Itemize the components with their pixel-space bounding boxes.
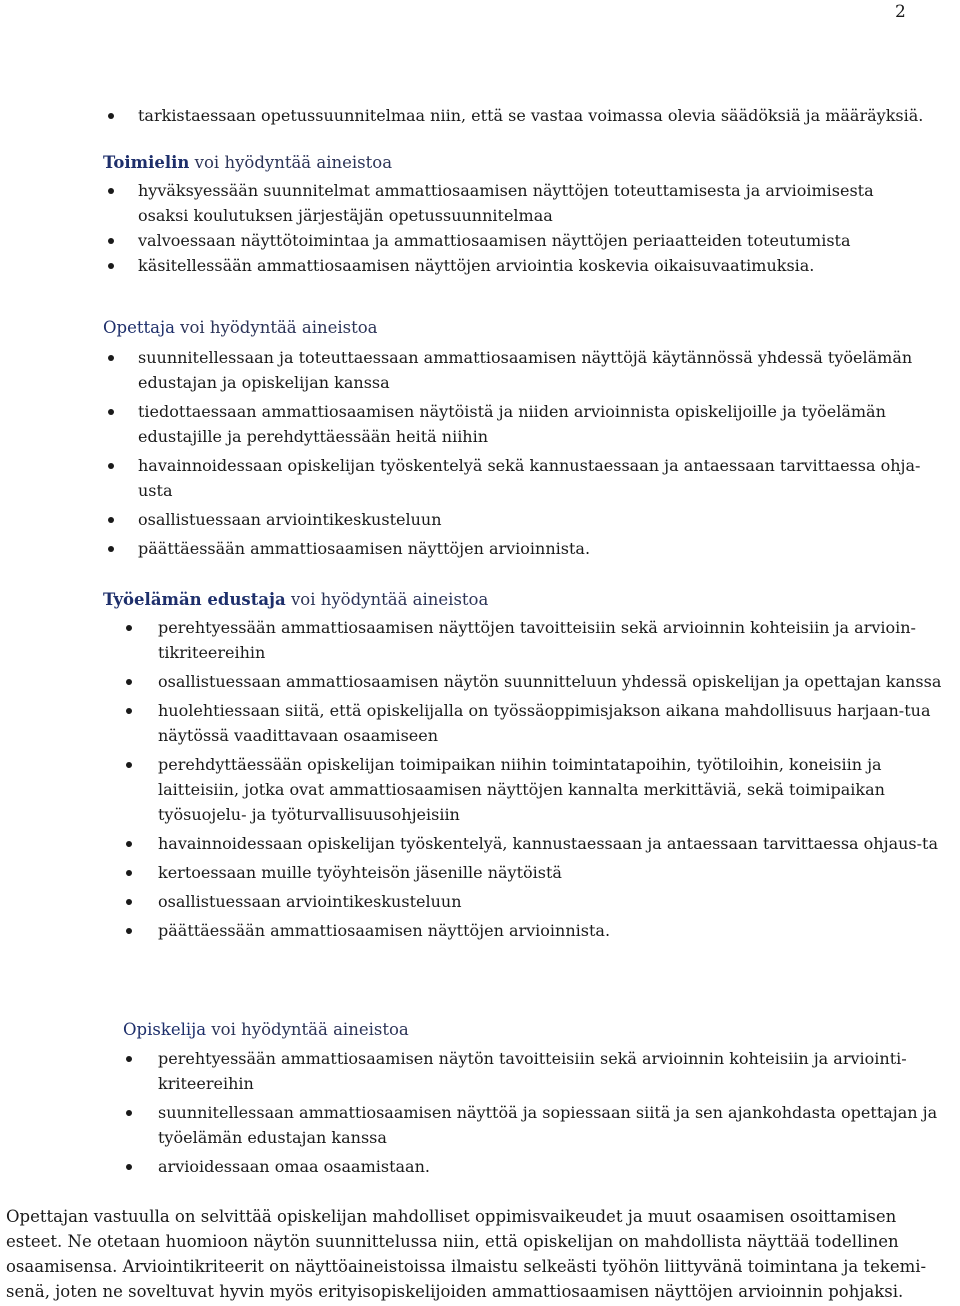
list-item: havainnoidessaan opiskelijan työskentelyä sekä kannustaessaan ja antaessaan tarvittaessa ohja-usta [138,453,954,503]
list-item: hyväksyessään suunnitelmat ammattiosaamisen näyttöjen toteuttamisesta ja arvioimisesta osaksi koulutuksen järjestäjän opetussuunnitelmaa [138,178,928,228]
list-item: tarkistaessaan opetussuunnitelmaa niin, että se vastaa voimassa olevia säädöksiä ja määräyksiä. [138,103,938,128]
opettaja-list [138,345,954,565]
page-number: 2 [895,2,906,22]
list-item: havainnoidessaan opiskelijan työskentelyä, kannustaessaan ja antaessaan tarvittaessa ohjaus-ta [158,831,948,856]
list-item: osallistuessaan arviointikeskusteluun [158,889,948,914]
intro-list [138,103,938,128]
section-heading-tyoelaman-edustaja [103,587,488,612]
list-item: huolehtiessaan siitä, että opiskelijalla on työssäoppimisjakson aikana mahdollisuus harjaan-tua näytössä vaadittavaan osaamiseen [158,698,948,748]
tyoelaman-edustaja-list [158,615,948,947]
list-item: perehtyessään ammattiosaamisen näyttöjen tavoitteisiin sekä arvioinnin kohteisiin ja arvioin-tikriteereihin [158,615,948,665]
list-item: suunnitellessaan ammattiosaamisen näyttöä ja sopiessaan siitä ja sen ajankohdasta opettajan ja työelämän edustajan kanssa [158,1100,958,1150]
list-item: perehdyttäessään opiskelijan toimipaikan niihin toimintatapoihin, työtiloihin, koneisiin ja laitteisiin, jotka ovat ammattiosaamisen näyttöjen kannalta merkittäviä, sekä toimipaikan työsuojelu- ja työturvallisuusohjeisiin [158,752,948,827]
list-item: valvoessaan näyttötoimintaa ja ammattiosaamisen näyttöjen periaatteiden toteutumista [138,228,928,253]
section-heading-opiskelija [123,1017,409,1042]
role-label: Toimielin [103,153,190,172]
list-item: osallistuessaan ammattiosaamisen näytön suunnitteluun yhdessä opiskelijan ja opettajan kanssa [158,669,948,694]
list-item: arvioidessaan omaa osaamistaan. [158,1154,958,1179]
list-item: käsitellessään ammattiosaamisen näyttöjen arviointia koskevia oikaisuvaatimuksia. [138,253,928,278]
list-item: osallistuessaan arviointikeskusteluun [138,507,954,532]
heading-text: voi hyödyntää aineistoa [206,1020,409,1039]
list-item: suunnitellessaan ja toteuttaessaan ammattiosaamisen näyttöjä käytännössä yhdessä työelämän edustajan ja opiskelijan kanssa [138,345,954,395]
list-item: päättäessään ammattiosaamisen näyttöjen arvioinnista. [138,536,954,561]
list-item: tiedottaessaan ammattiosaamisen näytöistä ja niiden arvioinnista opiskelijoille ja työelämän edustajille ja perehdyttäessään heitä niihin [138,399,954,449]
list-item: päättäessään ammattiosaamisen näyttöjen arvioinnista. [158,918,948,943]
heading-text: voi hyödyntää aineistoa [285,590,489,609]
toimielin-list [138,178,928,278]
closing-paragraph: Opettajan vastuulla on selvittää opiskelijan mahdolliset oppimisvaikeudet ja muut osaamisen osoittamisen esteet. Ne otetaan huomioon näytön suunnittelussa niin, että opiskelijan on mahdollista näyttää todellinen osaamisensa. Arviointikriteerit on näyttöaineistoissa ilmaistu selkeästi työhön liittyvänä toimintana ja tekemi-senä, joten ne soveltuvat hyvin myös erityisopiskelijoiden ammattiosaamisen näyttöjen arvioinnin pohjaksi. [6,1207,927,1301]
role-label: Työelämän edustaja [103,590,286,609]
section-heading-toimielin [103,150,392,175]
role-label: Opiskelija [123,1020,207,1039]
section-heading-opettaja [103,315,378,340]
list-item: perehtyessään ammattiosaamisen näytön tavoitteisiin sekä arvioinnin kohteisiin ja arviointi-kriteereihin [158,1046,958,1096]
role-label: Opettaja [103,318,175,337]
heading-text: voi hyödyntää aineistoa [189,153,393,172]
list-item: kertoessaan muille työyhteisön jäsenille näytöistä [158,860,948,885]
opiskelija-list [158,1046,958,1183]
heading-text: voi hyödyntää aineistoa [174,318,378,337]
